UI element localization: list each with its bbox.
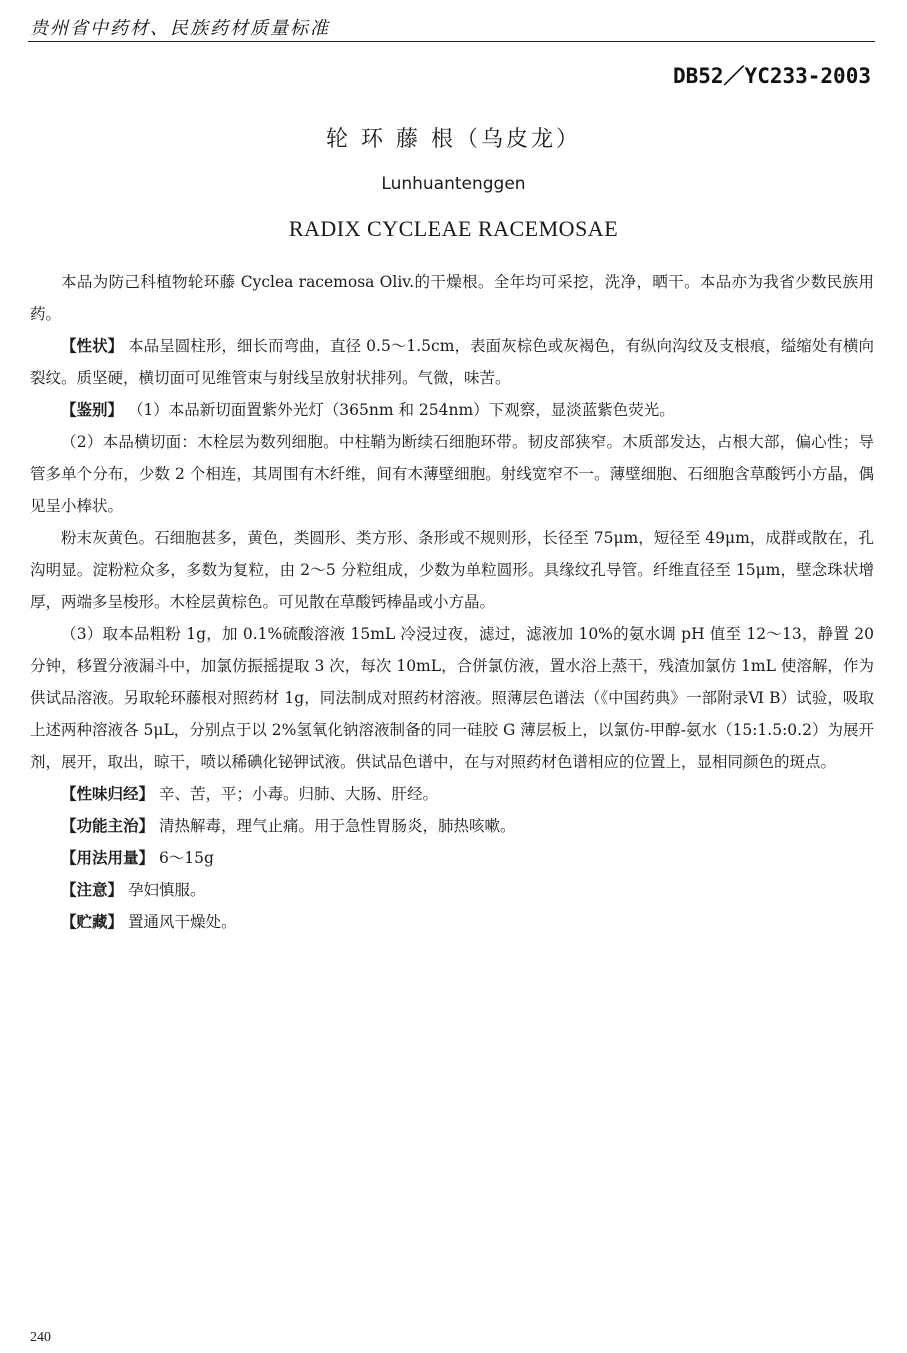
monograph-body bbox=[30, 266, 874, 938]
caution-label: 【注意】 bbox=[61, 881, 124, 899]
identification-text: （1）本品新切面置紫外光灯（365nm 和 254nm）下观察，显淡蓝紫色荧光。 bbox=[123, 401, 675, 419]
storage-label: 【贮藏】 bbox=[61, 913, 124, 931]
properties-label: 【性状】 bbox=[61, 337, 124, 355]
powder-paragraph: 粉末灰黄色。石细胞甚多，黄色，类圆形、类方形、条形或不规则形，长径至 75μm，短径至 49μm，成群或散在，孔沟明显。淀粉粒众多，多数为复粒，由 2～5 分粒组成，少数为单粒圆形。具缘纹孔导管。纤维直径至 15μm，壁念珠状增厚，两端多呈梭形。木栓层黄棕色。可见散在草酸钙棒晶或小方晶。 bbox=[30, 529, 874, 611]
title-latin: RADIX CYCLEAE RACEMOSAE bbox=[288, 216, 619, 241]
standard-code: DB52／YC233-2003 bbox=[672, 64, 871, 88]
taste-meridian-paragraph bbox=[30, 778, 874, 810]
dosage-label: 【用法用量】 bbox=[61, 849, 155, 867]
running-header-title: 贵州省中药材、民族药材质量标准 bbox=[30, 18, 330, 39]
indications-paragraph bbox=[30, 810, 874, 842]
identification-label: 【鉴别】 bbox=[61, 401, 124, 419]
identification-paragraph bbox=[30, 394, 874, 426]
caution-text: 孕妇慎服。 bbox=[123, 881, 206, 899]
storage-paragraph bbox=[30, 906, 874, 938]
identification-2-paragraph: （2）本品横切面：木栓层为数列细胞。中柱鞘为断续石细胞环带。韧皮部狭窄。木质部发达，占根大部，偏心性；导管多单个分布，少数 2 个相连，其周围有木纤维，间有木薄壁细胞。射线宽窄不一。薄壁细胞、石细胞含草酸钙小方晶，偶见呈小棒状。 bbox=[30, 433, 874, 515]
dosage-paragraph bbox=[30, 842, 874, 874]
identification-3-paragraph: （3）取本品粗粉 1g，加 0.1%硫酸溶液 15mL 冷浸过夜，滤过，滤液加 10%的氨水调 pH 值至 12～13，静置 20 分钟，移置分液漏斗中，加氯仿振摇提取 3 次，每次 10mL，合併氯仿液，置水浴上蒸干，残渣加氯仿 1mL 使溶解，作为供试品溶液。另取轮环藤根对照药材 1g，同法制成对照药材溶液。照薄层色谱法（《中国药典》一部附录Ⅵ B）试验，吸取上述两种溶液各 5μL，分别点于以 2%氢氧化钠溶液制备的同一硅胶 G 薄层板上，以氯仿-甲醇-氨水（15:1.5:0.2）为展开剂，展开，取出，晾干，喷以稀碘化铋钾试液。供试品色谱中，在与对照药材色谱相应的位置上，显相同颜色的斑点。 bbox=[30, 625, 874, 771]
title-pinyin: Lunhuantenggen bbox=[381, 174, 526, 194]
storage-text: 置通风干燥处。 bbox=[123, 913, 237, 931]
intro-paragraph: 本品为防己科植物轮环藤 Cyclea racemosa Oliv.的干燥根。全年均可采挖，洗净，晒干。本品亦为我省少数民族用药。 bbox=[30, 273, 874, 323]
indications-text: 清热解毒，理气止痛。用于急性胃肠炎，肺热咳嗽。 bbox=[154, 817, 516, 835]
title-chinese: 轮 环 藤 根（乌皮龙） bbox=[326, 127, 581, 152]
header-divider bbox=[28, 41, 875, 42]
page-number: 240 bbox=[30, 1330, 51, 1345]
taste-meridian-text: 辛、苦，平；小毒。归肺、大肠、肝经。 bbox=[154, 785, 438, 803]
dosage-text: 6～15g bbox=[154, 849, 214, 867]
indications-label: 【功能主治】 bbox=[61, 817, 155, 835]
taste-meridian-label: 【性味归经】 bbox=[61, 785, 155, 803]
properties-text: 本品呈圆柱形，细长而弯曲，直径 0.5～1.5cm，表面灰棕色或灰褐色，有纵向沟纹及支根痕，缢缩处有横向裂纹。质坚硬，横切面可见维管束与射线呈放射状排列。气微，味苦。 bbox=[30, 337, 874, 387]
caution-paragraph bbox=[30, 874, 874, 906]
properties-paragraph bbox=[30, 330, 874, 394]
